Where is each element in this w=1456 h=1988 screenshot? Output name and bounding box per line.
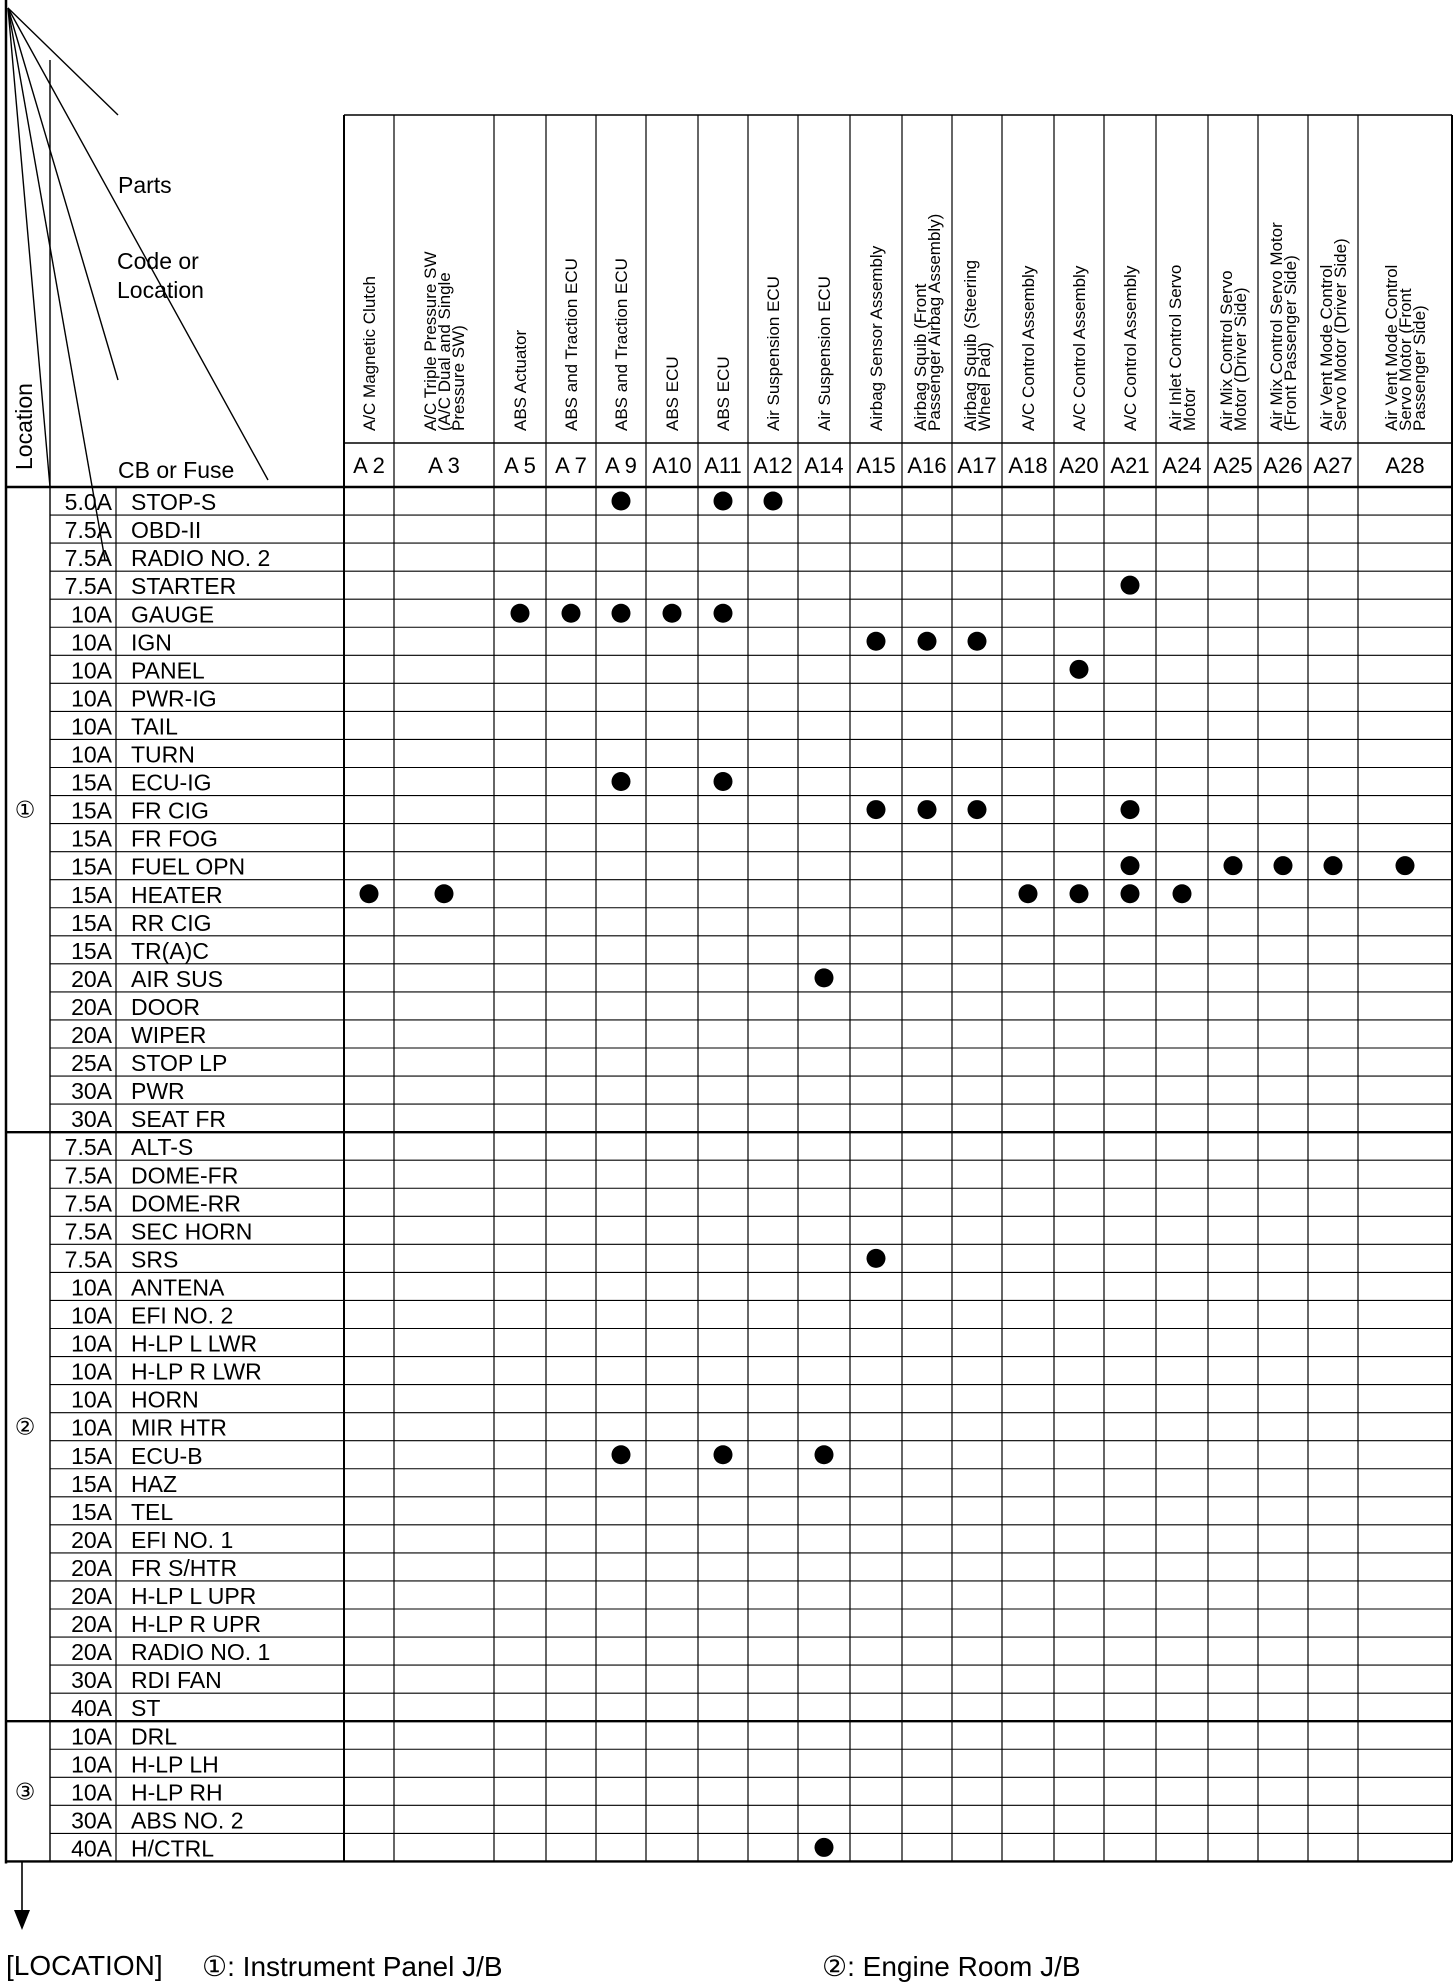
fuse-amperage: 10A xyxy=(71,1386,112,1413)
fuse-name: SRS xyxy=(131,1246,179,1273)
part-name-a26: Air Mix Control Servo Motor xyxy=(1267,222,1286,431)
fuse-name: DRL xyxy=(131,1723,178,1750)
part-name-a3: (A/C Dual and Single xyxy=(435,272,454,431)
parts-label: Parts xyxy=(118,172,172,198)
location-symbol-group xyxy=(15,797,36,823)
fuse-name: H-LP R UPR xyxy=(131,1611,261,1638)
fuse-amperage: 30A xyxy=(71,1106,112,1133)
fuse-name: ALT-S xyxy=(131,1134,194,1161)
connection-dot xyxy=(360,884,379,903)
fuse-name: AIR SUS xyxy=(131,965,224,992)
fuse-name: SEC HORN xyxy=(131,1218,253,1245)
code-a24: A24 xyxy=(1162,453,1202,478)
fuse-amperage: 30A xyxy=(71,1078,112,1105)
fuse-name: ABS NO. 2 xyxy=(131,1807,244,1834)
fuse-name: WIPER xyxy=(131,1022,207,1048)
code-location-label-line2: Location xyxy=(117,277,204,303)
fuse-name: PWR xyxy=(131,1078,185,1105)
code-a12: A12 xyxy=(753,453,793,478)
fuse-name: H-LP L UPR xyxy=(131,1583,257,1609)
location-symbol: ② xyxy=(14,1413,36,1440)
fuse-name: STARTER xyxy=(131,573,237,600)
part-name-a24: Air Inlet Control Servo xyxy=(1166,264,1185,431)
fuse-name: TAIL xyxy=(131,713,178,740)
fuse-name: TURN xyxy=(131,741,195,768)
connection-dot xyxy=(1274,856,1293,875)
connection-dot xyxy=(1070,884,1089,903)
connection-dot xyxy=(815,1838,834,1857)
part-name-a2: A/C Magnetic Clutch xyxy=(360,276,379,431)
fuse-amperage: 30A xyxy=(71,1807,112,1834)
fuse-amperage: 20A xyxy=(71,965,112,992)
fuse-name: ECU-IG xyxy=(131,769,212,796)
fuse-name: H/CTRL xyxy=(131,1835,215,1862)
connection-dot xyxy=(714,1445,733,1464)
fuse-amperage: 7.5A xyxy=(64,1218,112,1245)
fuse-amperage: 10A xyxy=(71,741,112,768)
part-name-a12: Air Suspension ECU xyxy=(764,276,783,431)
part-name-a3: A/C Triple Pressure SW xyxy=(421,251,440,431)
fuse-amperage: 10A xyxy=(71,657,112,684)
fuse-name: FR S/HTR xyxy=(131,1554,238,1581)
fuse-name: RADIO NO. 1 xyxy=(131,1639,271,1666)
connection-dot xyxy=(612,492,631,511)
fuse-amperage: 15A xyxy=(71,881,112,908)
connection-dot xyxy=(1173,884,1192,903)
fuse-amperage: 10A xyxy=(71,1330,112,1357)
fuse-name: MIR HTR xyxy=(131,1414,227,1441)
fuse-amperage: 7.5A xyxy=(64,1246,112,1273)
part-name-a14: Air Suspension ECU xyxy=(815,276,834,431)
fuse-name: HAZ xyxy=(131,1470,177,1497)
code-a10: A10 xyxy=(652,453,692,478)
part-name-a27: Servo Motor (Driver Side) xyxy=(1331,238,1350,431)
fuse-name: H-LP L LWR xyxy=(131,1330,258,1357)
code-a26: A26 xyxy=(1263,453,1303,478)
connection-dot xyxy=(562,604,581,623)
fuse-amperage: 7.5A xyxy=(64,573,112,600)
connection-dot xyxy=(1019,884,1038,903)
fuse-name: H-LP R LWR xyxy=(131,1358,262,1385)
connection-dot xyxy=(1121,856,1140,875)
connection-dot xyxy=(435,884,454,903)
fuse-name: RR CIG xyxy=(131,909,212,936)
fuse-name: FUEL OPN xyxy=(131,853,246,880)
location-axis-label: Location xyxy=(11,383,37,470)
part-name-a20: A/C Control Assembly xyxy=(1070,265,1089,431)
connection-dot xyxy=(918,800,937,819)
fuse-name: PANEL xyxy=(131,657,205,684)
fuse-name: PWR-IG xyxy=(131,685,217,712)
fuse-name: FR CIG xyxy=(131,797,209,824)
code-a27: A27 xyxy=(1313,453,1353,478)
fuse-amperage: 10A xyxy=(71,1414,112,1441)
code-a17: A17 xyxy=(957,453,997,478)
connection-dot xyxy=(815,968,834,987)
fuse-amperage: 10A xyxy=(71,685,112,712)
fuse-name: H-LP RH xyxy=(131,1779,223,1806)
fuse-name: SEAT FR xyxy=(131,1106,226,1133)
connection-dot xyxy=(968,800,987,819)
part-name-a18: A/C Control Assembly xyxy=(1019,265,1038,431)
code-a11: A11 xyxy=(704,453,742,478)
part-name-a21: A/C Control Assembly xyxy=(1121,265,1140,431)
part-name-a17: Airbag Squib (Steering xyxy=(961,259,980,431)
fuse-amperage: 10A xyxy=(71,1358,112,1385)
fuse-name: HEATER xyxy=(131,881,223,908)
connection-dot xyxy=(867,800,886,819)
fuse-amperage: 10A xyxy=(71,1723,112,1750)
connection-dot xyxy=(1070,660,1089,679)
fuse-amperage: 10A xyxy=(71,1302,112,1329)
connection-dot xyxy=(511,604,530,623)
fuse-amperage: 25A xyxy=(71,1050,112,1077)
fuse-amperage: 15A xyxy=(71,825,112,852)
header-diagonal xyxy=(8,8,268,480)
code-a18: A18 xyxy=(1008,453,1048,478)
code-a28: A28 xyxy=(1385,453,1425,478)
part-name-a5: ABS Actuator xyxy=(511,329,530,431)
part-name-a15: Airbag Sensor Assembly xyxy=(867,245,886,431)
fuse-amperage: 20A xyxy=(71,1022,112,1048)
connection-dot xyxy=(1396,856,1415,875)
part-name-a28: Passenger Side) xyxy=(1410,305,1429,431)
connection-dot xyxy=(663,604,682,623)
part-name-a28: Servo Motor (Front xyxy=(1396,288,1415,431)
part-name-a9: ABS and Traction ECU xyxy=(612,258,631,431)
fuse-amperage: 7.5A xyxy=(64,1162,112,1189)
code-a21: A21 xyxy=(1110,453,1150,478)
fuse-amperage: 20A xyxy=(71,1639,112,1666)
fuse-amperage: 7.5A xyxy=(64,1134,112,1161)
part-name-a24: Motor xyxy=(1180,387,1199,431)
fuse-amperage: 15A xyxy=(71,909,112,936)
part-name-a28: Air Vent Mode Control xyxy=(1382,264,1401,431)
fuse-amperage: 10A xyxy=(71,629,112,656)
fuse-name: IGN xyxy=(131,629,172,656)
location-symbol: ③ xyxy=(14,1778,36,1805)
code-a5: A 5 xyxy=(504,453,536,478)
code-a14: A14 xyxy=(804,453,844,478)
code-a15: A15 xyxy=(856,453,896,478)
fuse-name: H-LP LH xyxy=(131,1751,219,1778)
fuse-amperage: 10A xyxy=(71,1751,112,1778)
part-name-a25: Air Mix Control Servo xyxy=(1217,270,1236,431)
connection-dot xyxy=(867,1249,886,1268)
fuse-amperage: 40A xyxy=(71,1835,112,1862)
connection-dot xyxy=(1121,884,1140,903)
part-name-a16: Passenger Airbag Assembly) xyxy=(925,213,944,431)
fuse-amperage: 7.5A xyxy=(64,517,112,544)
connection-dot xyxy=(714,772,733,791)
fuse-amperage: 15A xyxy=(71,1442,112,1469)
fuse-name: OBD-II xyxy=(131,517,202,544)
connection-dot xyxy=(764,492,783,511)
fuse-amperage: 10A xyxy=(71,1779,112,1806)
part-name-a11: ABS ECU xyxy=(714,356,733,431)
fuse-name: ST xyxy=(131,1695,161,1722)
fuse-name: FR FOG xyxy=(131,825,218,852)
fuse-amperage: 10A xyxy=(71,1274,112,1301)
fuse-amperage: 15A xyxy=(71,853,112,880)
connection-dot xyxy=(918,632,937,651)
part-name-a16: Airbag Squib (Front xyxy=(911,283,930,431)
fuse-amperage: 5.0A xyxy=(64,489,112,516)
connection-dot xyxy=(1324,856,1343,875)
connection-dot xyxy=(612,1445,631,1464)
fuse-amperage: 7.5A xyxy=(64,545,112,572)
location-symbol-group xyxy=(15,1414,36,1440)
part-name-a10: ABS ECU xyxy=(663,356,682,431)
location-legend-instrument-panel: ①: Instrument Panel J/B xyxy=(202,1951,503,1982)
connection-dot xyxy=(1224,856,1243,875)
connection-dot xyxy=(1121,800,1140,819)
code-a20: A20 xyxy=(1059,453,1099,478)
fuse-amperage: 20A xyxy=(71,1554,112,1581)
fuse-name: HORN xyxy=(131,1386,199,1413)
fuse-name: STOP-S xyxy=(131,489,217,516)
connection-dot xyxy=(612,604,631,623)
fuse-amperage: 20A xyxy=(71,1526,112,1553)
fuse-name: ANTENA xyxy=(131,1274,225,1301)
arrow-down-icon xyxy=(14,1910,30,1930)
part-name-a27: Air Vent Mode Control xyxy=(1317,264,1336,431)
part-name-a3: Pressure SW) xyxy=(449,325,468,431)
fuse-amperage: 15A xyxy=(71,1498,112,1525)
fuse-name: TR(A)C xyxy=(131,937,209,964)
fuse-name: DOOR xyxy=(131,993,200,1020)
code-a16: A16 xyxy=(907,453,947,478)
connection-dot xyxy=(714,604,733,623)
fuse-amperage: 15A xyxy=(71,937,112,964)
code-a3: A 3 xyxy=(428,453,460,478)
part-name-a25: Motor (Driver Side) xyxy=(1231,287,1250,431)
connection-dot xyxy=(968,632,987,651)
connection-dot xyxy=(714,492,733,511)
part-name-a26: (Front Passenger Side) xyxy=(1281,255,1300,431)
fuse-name: ECU-B xyxy=(131,1442,203,1469)
code-location-label-line1: Code or xyxy=(117,248,199,274)
connection-dot xyxy=(612,772,631,791)
location-legend-label: [LOCATION] xyxy=(6,1950,163,1981)
code-a7: A 7 xyxy=(555,453,587,478)
fuse-name: GAUGE xyxy=(131,601,215,628)
fuse-amperage: 20A xyxy=(71,993,112,1020)
connection-dot xyxy=(867,632,886,651)
fuse-name: STOP LP xyxy=(131,1050,228,1077)
fuse-name: RADIO NO. 2 xyxy=(131,545,271,572)
code-a25: A25 xyxy=(1213,453,1253,478)
part-name-a7: ABS and Traction ECU xyxy=(562,258,581,431)
fuse-name: RDI FAN xyxy=(131,1667,222,1694)
fuse-amperage: 20A xyxy=(71,1583,112,1609)
fuse-amperage: 30A xyxy=(71,1667,112,1694)
location-symbol-group xyxy=(15,1778,36,1804)
fuse-name: EFI NO. 1 xyxy=(131,1526,234,1553)
header-diagonal xyxy=(8,8,105,560)
part-name-a17: Wheel Pad) xyxy=(975,342,994,431)
fuse-name: DOME-FR xyxy=(131,1162,239,1189)
fuse-amperage: 15A xyxy=(71,797,112,824)
fuse-name: DOME-RR xyxy=(131,1190,241,1217)
fuse-amperage: 10A xyxy=(71,713,112,740)
connection-dot xyxy=(815,1445,834,1464)
fuse-amperage: 10A xyxy=(71,601,112,628)
location-legend xyxy=(6,1950,1446,1986)
code-a9: A 9 xyxy=(605,453,637,478)
location-legend-engine-room: ②: Engine Room J/B xyxy=(822,1951,1081,1982)
connection-dot xyxy=(1121,576,1140,595)
fuse-name: EFI NO. 2 xyxy=(131,1302,234,1329)
code-a2: A 2 xyxy=(353,453,385,478)
cb-fuse-label: CB or Fuse xyxy=(118,457,235,483)
fuse-amperage: 7.5A xyxy=(64,1190,112,1217)
fuse-amperage: 40A xyxy=(71,1695,112,1722)
fuse-amperage: 15A xyxy=(71,1470,112,1497)
fuse-name: TEL xyxy=(131,1498,174,1525)
fuse-amperage: 20A xyxy=(71,1611,112,1638)
fuse-amperage: 15A xyxy=(71,769,112,796)
location-symbol: ① xyxy=(14,796,36,823)
